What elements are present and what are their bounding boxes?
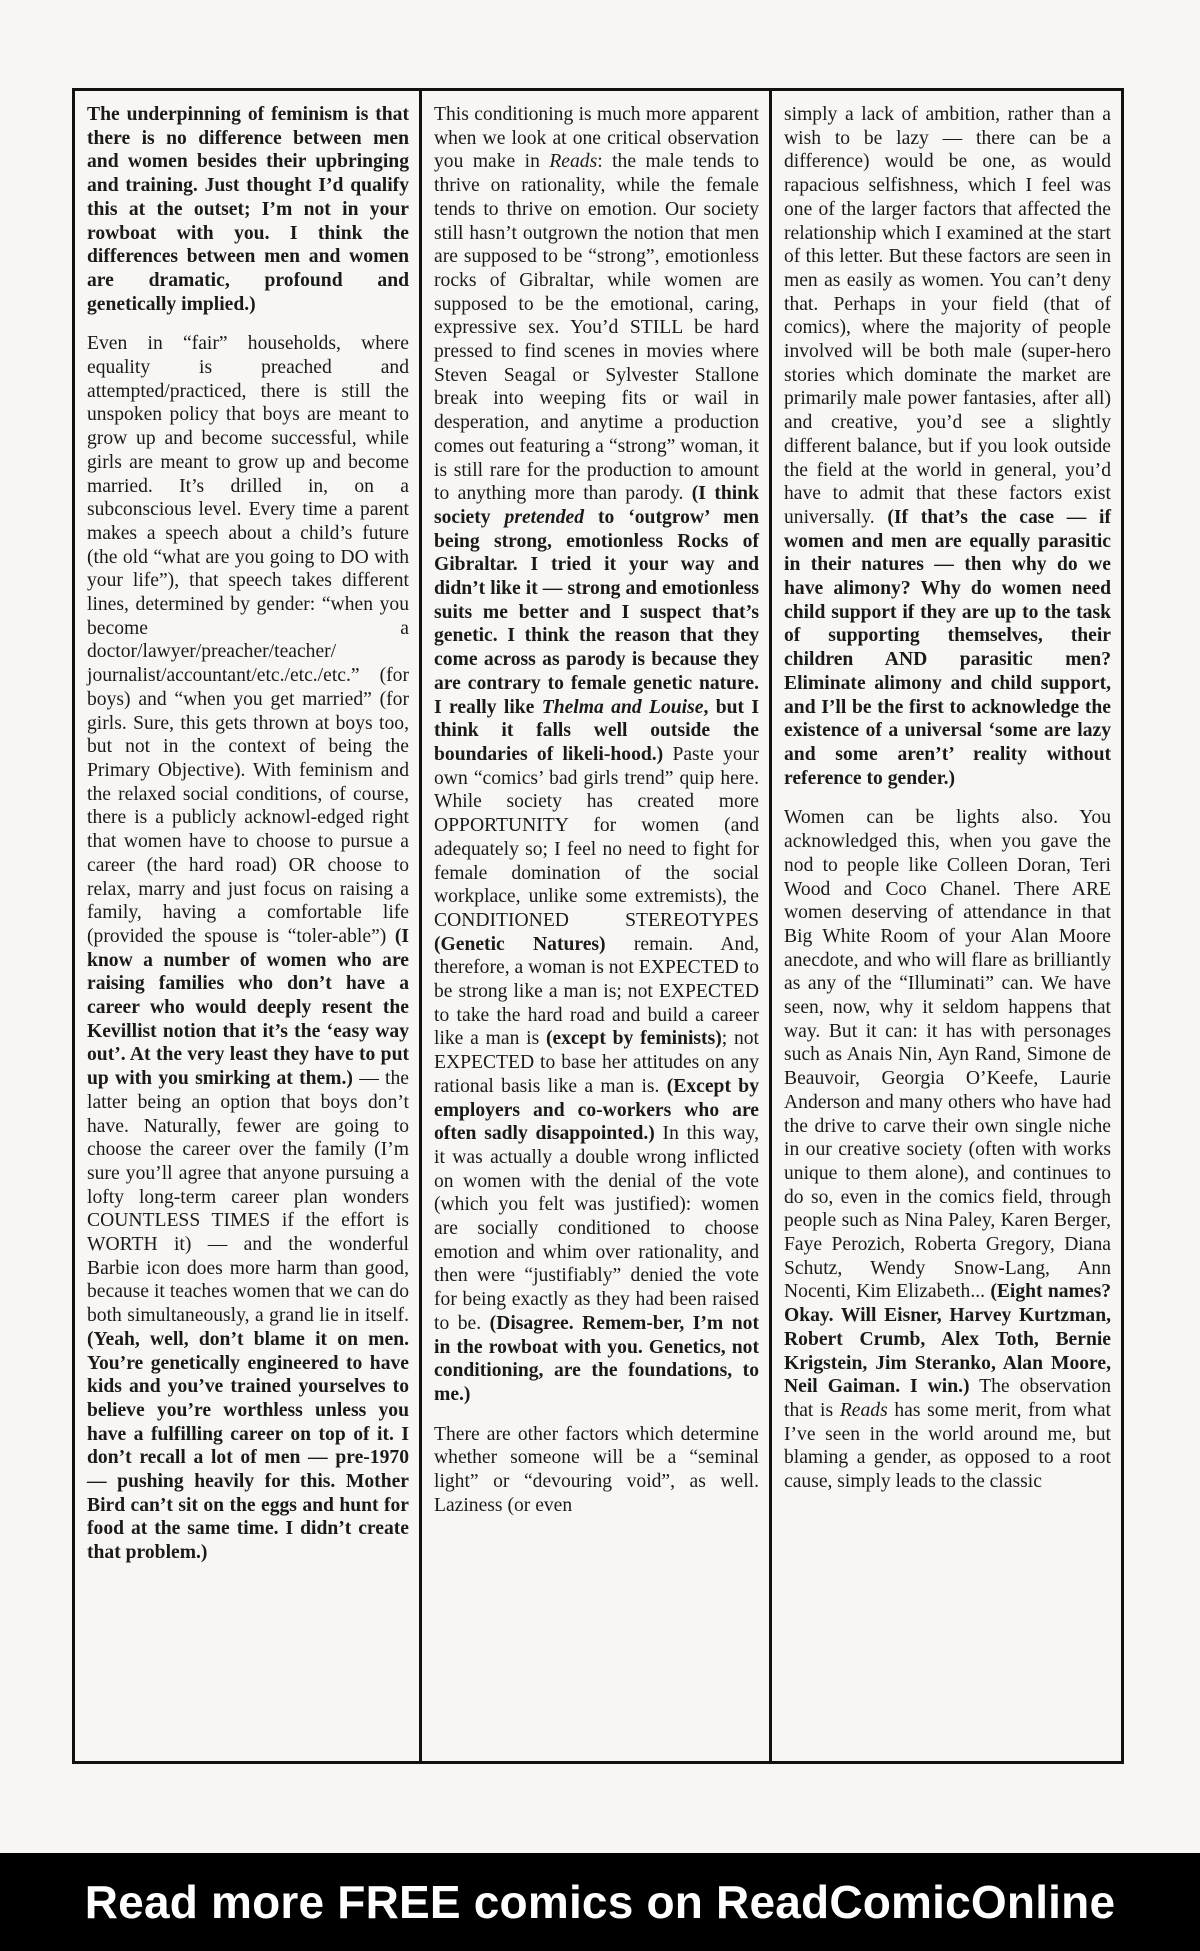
editor-reply-text: (Yeah, well, don’t blame it on men. You’re genetically engineered to have kids and you’ve trained yourselves to believe you’re worthless unless you have a fulfilling career on top of it. I don’t recall a lot of men — pre-1970 — pushing heavily for this. Mother Bird can’t sit on the eggs and hunt for food at the same time. I didn’t create that problem.) [87,1328,409,1564]
editor-reply-text: (Eight names? Okay. Will Eisner, Harvey Kurtzman, Robert Crumb, Alex Toth, Bernie Krigstein, Jim Steranko, Alan Moore, Neil Gaiman. I win.) [784,1281,1111,1398]
editor-reply-text: (except by feminists) [546,1028,722,1050]
letter-text: There are other factors which determine whether someone will be a “seminal light” or “devouring void”, as well. Laziness (or even [434,1423,759,1516]
editor-reply-text: The underpinning of feminism is that there is no difference between men and women besides their upbringing and training. Just thought I’d qualify this at the outset; I’m not in your rowboat with you. I think the differences between men and women are dramatic, profound and genetically implied.) [87,104,409,315]
letter-text: ; not EXPECTED to base her attitudes on any rational basis like a man is. [434,1028,759,1097]
letter-text: has some merit, from what I’ve seen in the world around me, but blaming a gender, as opposed to a root cause, simply leads to the classic [784,1399,1111,1493]
editor-reply-text: (I know a number of women who are raising families who don’t have a career who would deeply resent the Kevillist notion that it’s the ‘easy way out’. At the very least they have to put up with you smirking at them.) [87,925,409,1090]
letter-text: Reads [839,1399,888,1421]
editor-reply-text: (If that’s the case — if women and men are equally parasitic in their natures — then why do we have alimony? Why do women need child support if they are up to the task of supporting themselves, their children AND parasitic men? Eliminate alimony and child support, and I’ll be the first to acknowledge the existence of a universal ‘some are lazy and some aren’t’ reality without reference to gender.) [784,506,1111,789]
promo-banner-text: Read more FREE comics on ReadComicOnline [84,1876,1116,1928]
promo-banner[interactable] [0,1853,1200,1951]
editor-reply-text: (I think society [434,483,759,528]
letter-page-frame [72,88,1124,1764]
letter-text: The observation that is [784,1376,1111,1421]
letter-text: Paste your own “comics’ bad girls trend” quip here. While society has created more OPPORTUNITY for women (and adequately so; I feel no need to fight for female domination of the social workplace, unlike some extremists), the CONDITIONED STEREOTYPES [434,743,760,931]
text-column-2 [422,91,772,1761]
letter-text: Even in “fair” households, where equality is preached and attempted/practiced, there is still the unspoken policy that boys are meant to grow up and become successful, while girls are meant to grow up and become married. It’s drilled in, on a subconscious level. Every time a parent makes a speech about a child’s future (the old “what are you going to DO with your life”), that speech takes different lines, determined by gender: “when you become a doctor/lawyer/preacher/teacher/ journalist/accountant/etc./etc./etc.” (for boys) and “when you get married” (for girls. Sure, this gets thrown at boys too, but not in the context of being the Primary Objective). With feminism and the relaxed social conditions, of course, there is a publicly acknowl-edged right that women have to choose to pursue a career (the hard road) OR choose to relax, marry and just focus on raising a family, having a comfortable life (provided the spouse is “toler-able”) [87,333,409,947]
paragraph [434,103,759,1407]
text-column-1 [75,91,422,1761]
letter-text: This conditioning is much more apparent when we look at one critical observation you make in [434,104,759,173]
editor-reply-text: (Disagree. Remem-ber, I’m not in the rowboat with you. Genetics, not conditioning, are the foundations, to me.) [434,1312,759,1405]
paragraph [784,103,1111,790]
letter-text: simply a lack of ambition, rather than a wish to be lazy — there can be a difference) would be one, as would rapacious selfishness, which I feel was one of the larger factors that affected the relationship which I examined at the start of this letter. But these factors are seen in men as easily as women. You can’t deny that. Perhaps in your field (that of comics), where the majority of people involved will be both male (super-hero stories which dominate the market are primarily male power fantasies, after all) and creative, you’d see a slightly different balance, but if you look outside the field at the world in general, you’d have to admit that these factors exist universally. [784,104,1111,528]
letter-text: : the male tends to thrive on rationality, while the female tends to thrive on emotion. Our society still hasn’t outgrown the notion that men are supposed to be “strong”, emotionless rocks of Gibraltar, while women are supposed to be the emotional, caring, expressive sex. You’d STILL be hard pressed to find scenes in movies where Steven Seagal or Sylvester Stallone break into weeping fits or wail in desperation, and anytime a production comes out featuring a “strong” woman, it is still rare for the production to amount to anything more than parody. [434,151,759,505]
editor-reply-text: (Genetic Natures) [434,933,606,955]
text-segment: pretended [504,506,584,528]
text-segment: Thelma and Louise [541,696,704,718]
editor-reply-text: , but I think it falls well outside the boundaries of likeli-hood.) [434,696,760,765]
letter-text: In this way, it was actually a double wrong inflicted on women with the denial of the vote (which you felt was justified): women are socially conditioned to choose emotion and whim over rationality, and then were “justifiably” denied the vote for being exactly as they had been raised to be. [434,1123,759,1334]
letter-text: — the latter being an option that boys don’t have. Naturally, fewer are going to choose the career over the family (I’m sure you’ll agree that anyone pursuing a lofty long-term career plan wonders COUNTLESS TIMES if the effort is WORTH it) — and the wonderful Barbie icon does more harm than good, because it teaches women that we can do both simultaneously, a grand lie in itself. [87,1068,409,1327]
editor-reply-text: (Except by employers and co-workers who are often sadly disappointed.) [434,1075,759,1145]
editor-reply-text [505,507,584,528]
editor-reply-text: to ‘outgrow’ men being strong, emotionless Rocks of Gibraltar. I tried it your way and didn’t like it — strong and emotionless suits me better and I suspect that’s genetic. I think the reason that they come across as parody is because they are contrary to female genetic nature. I really like [434,506,759,718]
letter-text: remain. And, therefore, a woman is not EXPECTED to be strong like a man is; not EXPECTED to take the hard road and build a career like a man is [434,933,760,1050]
editor-reply-text [542,697,704,718]
paragraph [87,332,409,1565]
paragraph [87,103,409,316]
letter-text: Women can be lights also. You acknowledged this, when you gave the nod to people like Colleen Doran, Teri Wood and Coco Chanel. There ARE women deserving of attendance in that Big White Room of your Alan Moore anecdote, and who will flare as brilliantly as any of the “Illuminati” can. We have seen, now, why it seldom happens that way. But it can: it has with personages such as Anais Nin, Ayn Rand, Simone de Beauvoir, Georgia O’Keefe, Laurie Anderson and many others who have had the drive to carve their own single niche in our creative society (often with works unique to them alone), and continues to do so, even in the comics field, through people such as Nina Paley, Karen Berger, Faye Perozich, Roberta Gregory, Diana Schutz, Wendy Snow-Lang, Ann Nocenti, Kim Elizabeth... [784,807,1111,1303]
letter-text: Reads [549,151,598,173]
paragraph [434,1423,759,1518]
paragraph [784,806,1111,1493]
text-column-3 [772,91,1121,1761]
